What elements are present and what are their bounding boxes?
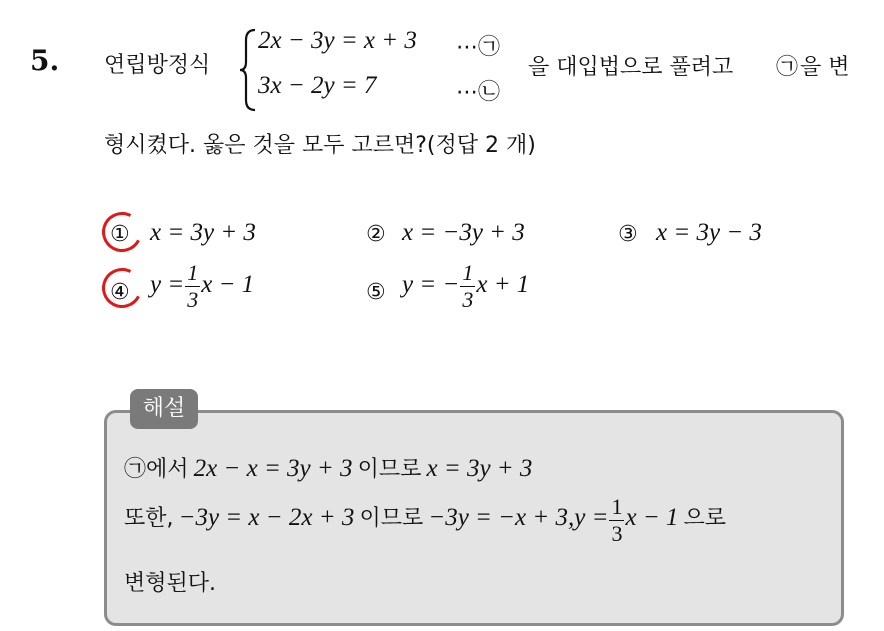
problem-number: 5.	[30, 44, 60, 77]
choice-5-pre: y = −	[402, 271, 460, 299]
solution-l2-b: 이므로	[359, 506, 424, 531]
solution-l2-c: 으로	[683, 506, 727, 531]
problem-tail-2: 을 변	[800, 55, 850, 80]
choice-5-post: x + 1	[476, 271, 530, 299]
choice-4-post: x − 1	[201, 271, 255, 299]
choice-2-number[interactable]: ②	[366, 222, 386, 247]
solution-l2-eq3: x − 1	[625, 504, 679, 531]
system-brace	[238, 28, 258, 112]
choice-4-fraction	[185, 262, 200, 311]
solution-line-2	[124, 496, 726, 545]
equation-1-marker: ⋯㉠	[456, 35, 501, 60]
solution-line-1	[124, 452, 532, 483]
choice-1-text: x = 3y + 3	[150, 219, 256, 246]
problem-line-2: 형시켰다. 옳은 것을 모두 고르면?(정답 2 개)	[104, 133, 536, 158]
choice-4-pre: y =	[150, 271, 185, 299]
equation-2-marker: ⋯㉡	[456, 80, 501, 105]
choice-5-text	[402, 262, 529, 311]
solution-l1-b: 이므로	[357, 457, 422, 482]
solution-l2-fraction	[609, 496, 624, 545]
choice-5-number[interactable]: ⑤	[366, 280, 386, 305]
solution-line-3: 변형된다.	[124, 571, 217, 596]
solution-l2-frac-den: 3	[611, 521, 623, 546]
solution-l2-eq1: −3y = x − 2x + 3	[178, 504, 355, 531]
choice-3-number[interactable]: ③	[618, 222, 638, 247]
choice-4-frac-den: 3	[187, 287, 199, 312]
solution-tag: 해설	[130, 389, 198, 429]
solution-l1-eq2: x = 3y + 3	[426, 455, 533, 482]
problem-ref-mark: ㉠	[776, 55, 799, 80]
choice-2-text: x = −3y + 3	[402, 219, 525, 246]
solution-l2-eq2: −3y = −x + 3,y =	[428, 504, 609, 531]
choice-4-text	[150, 262, 254, 311]
equation-1: 2x − 3y = x + 3	[258, 27, 417, 54]
solution-l2-a: 또한,	[124, 506, 174, 531]
solution-l1-eq1: 2x − x = 3y + 3	[193, 455, 353, 482]
solution-l1-a: 에서	[146, 457, 189, 482]
problem-lead: 연립방정식	[104, 53, 211, 78]
choice-5-frac-num: 1	[462, 260, 474, 285]
choice-1-number[interactable]: ①	[110, 222, 130, 247]
choice-4-number[interactable]: ④	[110, 280, 130, 305]
problem-tail-1: 을 대입법으로 풀려고	[528, 55, 734, 80]
solution-l2-frac-num: 1	[611, 494, 623, 519]
solution-ref-mark: ㉠	[124, 457, 147, 482]
choice-4-frac-num: 1	[187, 260, 199, 285]
choice-3-text: x = 3y − 3	[656, 219, 762, 246]
equation-2: 3x − 2y = 7	[258, 72, 377, 99]
choice-5-fraction	[460, 262, 475, 311]
choice-5-frac-den: 3	[462, 287, 474, 312]
